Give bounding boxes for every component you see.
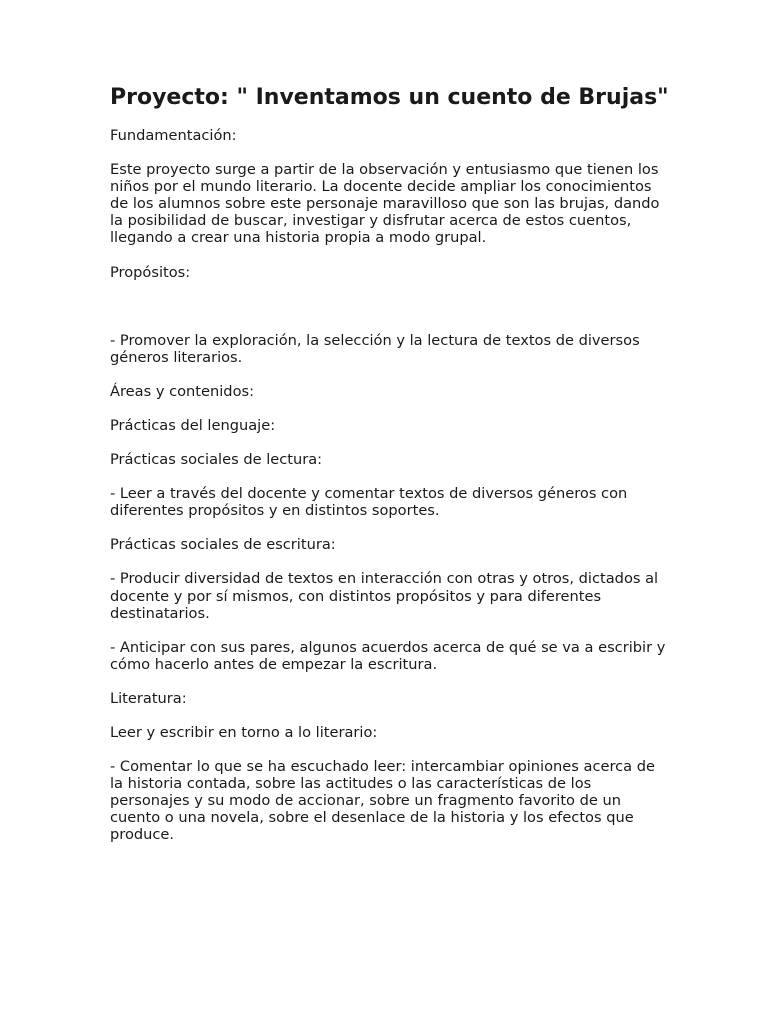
heading-practicas-escritura: Prácticas sociales de escritura: bbox=[110, 536, 336, 554]
list-item-lectura: - Leer a través del docente y comentar textos de diversos géneros con diferentes propósitos y en distintos soportes. bbox=[110, 485, 628, 520]
paragraph-fundamentacion-body: Este proyecto surge a partir de la observación y entusiasmo que tienen los niños por el mundo literario. La docente decide ampliar los conocimientos de los alumnos sobre este personaje maravilloso que son las brujas, dando la posibilidad de buscar, investigar y disfrutar acerca de estos cuentos, llegando a crear una historia propia a modo grupal. bbox=[110, 161, 660, 247]
list-item-escritura-1: - Producir diversidad de textos en interacción con otras y otros, dictados al docente y por sí mismos, con distintos propósitos y para diferentes destinatarios. bbox=[110, 570, 659, 622]
heading-fundamentacion: Fundamentación: bbox=[110, 127, 237, 144]
list-item-literatura: - Comentar lo que se ha escuchado leer: intercambiar opiniones acerca de la historia contada, sobre las actitudes o las características de los personajes y su modo de accionar, sobre un fragmento favorito de un cuento o una novela, sobre el desenlace de la historia y los efectos que produce. bbox=[110, 758, 655, 844]
document-page bbox=[110, 84, 670, 861]
heading-propositos: Propósitos: bbox=[110, 263, 191, 281]
document-title: Proyecto: " Inventamos un cuento de Brujas" bbox=[110, 85, 669, 110]
heading-areas-contenidos: Áreas y contenidos: bbox=[110, 382, 255, 400]
heading-literatura: Literatura: bbox=[110, 689, 187, 707]
heading-leer-escribir: Leer y escribir en torno a lo literario: bbox=[110, 723, 378, 741]
heading-practicas-lenguaje: Prácticas del lenguaje: bbox=[110, 416, 276, 434]
list-item-escritura-2: - Anticipar con sus pares, algunos acuerdos acerca de qué se va a escribir y cómo hacerlo antes de empezar la escritura. bbox=[110, 638, 666, 673]
heading-practicas-lectura: Prácticas sociales de lectura: bbox=[110, 451, 323, 469]
list-item-proposito: - Promover la exploración, la selección y la lectura de textos de diversos géneros literarios. bbox=[110, 331, 640, 366]
